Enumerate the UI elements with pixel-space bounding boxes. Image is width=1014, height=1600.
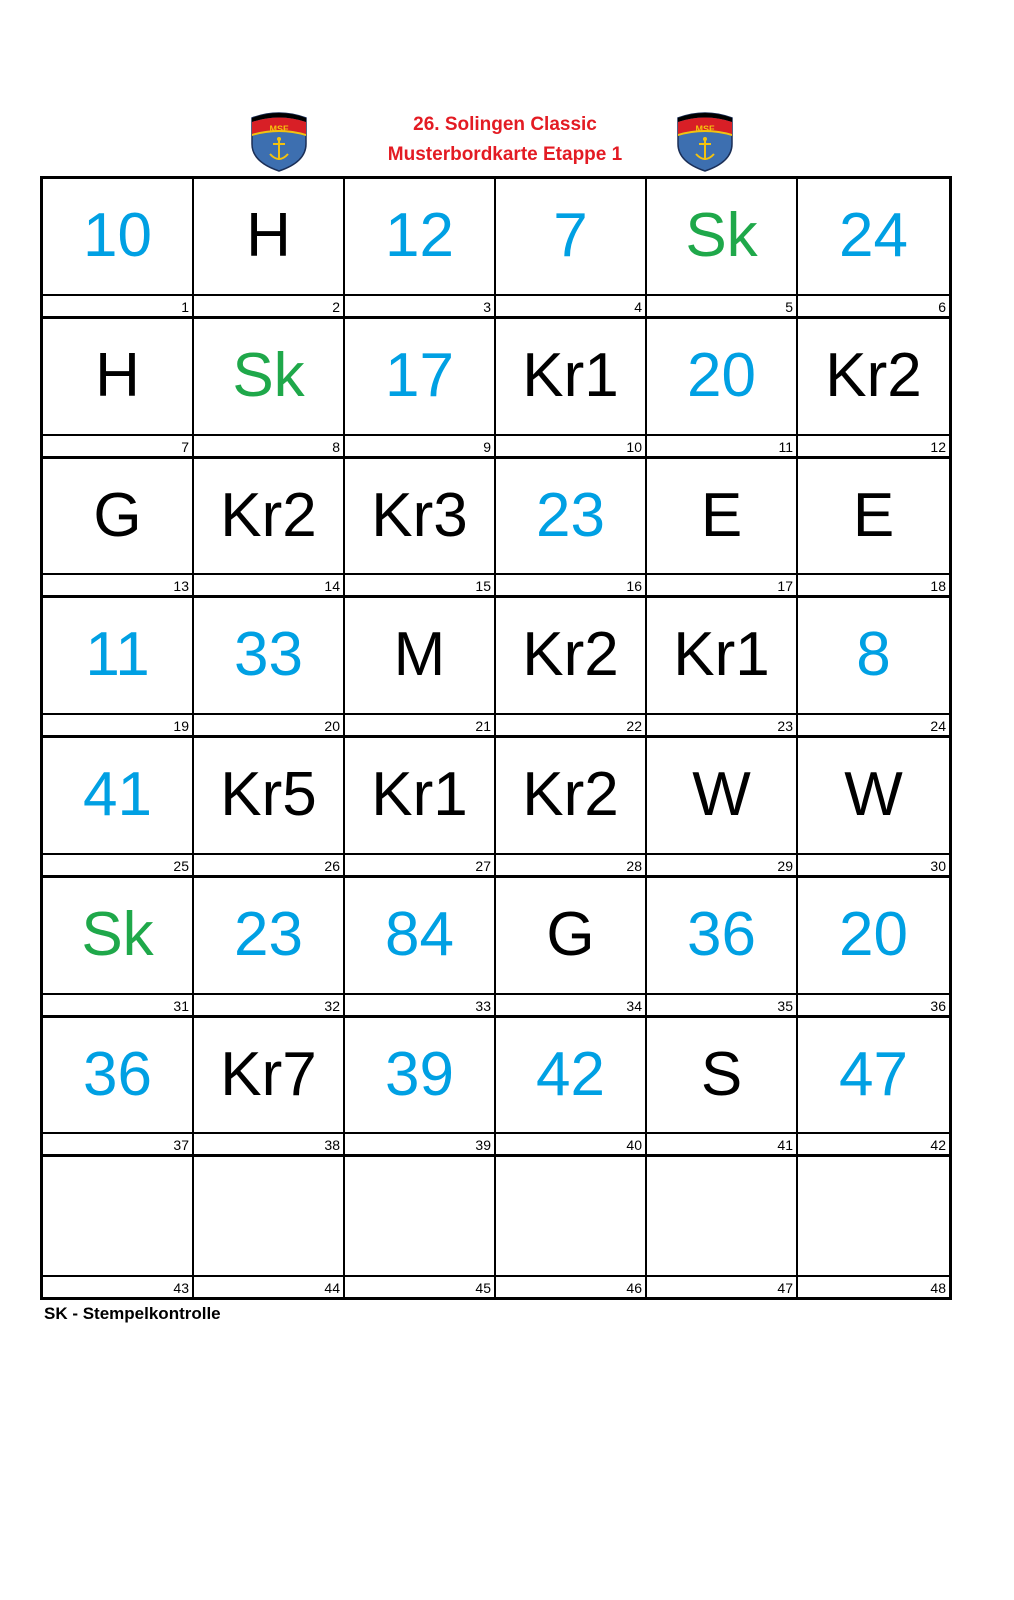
cell-number-strip bbox=[194, 993, 343, 1015]
cell-number: 32 bbox=[324, 997, 340, 1014]
grid-cell bbox=[43, 598, 194, 738]
cell-number-strip bbox=[798, 993, 949, 1015]
cell-number-strip bbox=[345, 713, 494, 735]
cell-value: Kr5 bbox=[220, 760, 317, 829]
grid-cell bbox=[43, 1018, 194, 1158]
cell-number: 4 bbox=[634, 298, 642, 315]
cell-value: 11 bbox=[85, 620, 150, 690]
cell-number: 9 bbox=[483, 438, 491, 455]
cell-number: 7 bbox=[181, 438, 189, 455]
cell-value: 42 bbox=[536, 1039, 605, 1109]
cell-value: M bbox=[393, 620, 446, 690]
cell-number: 8 bbox=[332, 438, 340, 455]
grid-cell bbox=[798, 878, 949, 1018]
grid-cell bbox=[496, 598, 647, 738]
cell-number-strip bbox=[647, 993, 796, 1015]
cell-value: Sk bbox=[685, 201, 758, 270]
cell-value: Kr2 bbox=[220, 480, 317, 550]
cell-number-strip bbox=[194, 1275, 343, 1297]
cell-value: G bbox=[93, 480, 142, 550]
cell-number: 28 bbox=[626, 857, 642, 874]
cell-number-strip bbox=[496, 993, 645, 1015]
cell-number-strip bbox=[194, 573, 343, 595]
cell-value: E bbox=[852, 480, 895, 550]
cell-number: 43 bbox=[173, 1280, 189, 1296]
cell-value: S bbox=[700, 1039, 743, 1109]
cell-number: 12 bbox=[930, 438, 946, 455]
cell-number: 2 bbox=[332, 298, 340, 315]
cell-number: 3 bbox=[483, 298, 491, 315]
cell-value: Kr3 bbox=[371, 480, 468, 550]
cell-value: 8 bbox=[856, 620, 891, 690]
cell-value: 17 bbox=[385, 340, 454, 410]
cell-number: 37 bbox=[173, 1137, 189, 1154]
cell-number: 11 bbox=[778, 438, 793, 455]
grid-cell bbox=[345, 1157, 496, 1297]
cell-number-strip bbox=[798, 294, 949, 316]
cell-value: 7 bbox=[553, 201, 588, 270]
cell-value bbox=[798, 1157, 949, 1271]
cell-number-strip bbox=[647, 434, 796, 456]
cell-value: 24 bbox=[839, 201, 908, 270]
cell-number-strip bbox=[43, 434, 192, 456]
cell-value bbox=[43, 1157, 192, 1271]
cell-number-strip bbox=[798, 434, 949, 456]
cell-number: 22 bbox=[626, 718, 642, 734]
grid-cell bbox=[194, 598, 345, 738]
grid-cell bbox=[194, 738, 345, 878]
cell-number-strip bbox=[43, 1275, 192, 1297]
grid-cell bbox=[647, 1018, 798, 1158]
grid-cell bbox=[647, 459, 798, 599]
grid-cell bbox=[647, 598, 798, 738]
grid-cell bbox=[345, 179, 496, 319]
cell-value: Kr2 bbox=[825, 340, 922, 410]
grid-cell bbox=[496, 459, 647, 599]
grid-cell bbox=[345, 598, 496, 738]
grid-cell bbox=[43, 459, 194, 599]
cell-number: 14 bbox=[324, 578, 340, 595]
cell-number-strip bbox=[496, 853, 645, 875]
cell-value: Kr2 bbox=[522, 620, 619, 690]
cell-number-strip bbox=[43, 294, 192, 316]
grid-cell bbox=[194, 319, 345, 459]
cell-number-strip bbox=[647, 1132, 796, 1154]
grid-cell bbox=[798, 598, 949, 738]
cell-number: 6 bbox=[938, 298, 946, 315]
cell-number: 47 bbox=[777, 1280, 793, 1296]
grid-cell bbox=[43, 179, 194, 319]
cell-value: 23 bbox=[234, 899, 303, 969]
grid-cell bbox=[345, 319, 496, 459]
cell-number-strip bbox=[194, 434, 343, 456]
cell-number-strip bbox=[496, 713, 645, 735]
cell-value: Sk bbox=[232, 340, 305, 410]
cell-value bbox=[647, 1157, 796, 1271]
msf-logo-left bbox=[248, 108, 310, 172]
cell-value: Kr1 bbox=[371, 760, 468, 829]
cell-number-strip bbox=[496, 1275, 645, 1297]
cell-number-strip bbox=[496, 573, 645, 595]
grid-cell bbox=[647, 1157, 798, 1297]
grid-cell bbox=[647, 179, 798, 319]
cell-number: 23 bbox=[777, 718, 793, 734]
cell-number: 35 bbox=[777, 997, 793, 1014]
cell-value: E bbox=[700, 480, 743, 550]
cell-number-strip bbox=[345, 853, 494, 875]
grid-cell bbox=[647, 878, 798, 1018]
cell-number: 24 bbox=[930, 718, 946, 734]
cell-number-strip bbox=[43, 713, 192, 735]
cell-number: 38 bbox=[324, 1137, 340, 1154]
grid-cell bbox=[345, 878, 496, 1018]
header bbox=[0, 100, 1014, 172]
logo-text: MSF bbox=[269, 124, 289, 134]
cell-value: 47 bbox=[839, 1039, 908, 1109]
grid-cell bbox=[798, 1157, 949, 1297]
cell-number: 26 bbox=[324, 857, 340, 874]
cell-number-strip bbox=[647, 853, 796, 875]
cell-number-strip bbox=[798, 573, 949, 595]
cell-number: 39 bbox=[475, 1137, 491, 1154]
cell-number: 18 bbox=[930, 578, 946, 595]
cell-number: 21 bbox=[475, 718, 491, 734]
cell-number: 13 bbox=[173, 578, 189, 595]
cell-number-strip bbox=[798, 853, 949, 875]
cell-value: H bbox=[246, 201, 291, 270]
cell-value: 12 bbox=[385, 201, 454, 270]
cell-number: 48 bbox=[930, 1280, 946, 1296]
cell-number-strip bbox=[43, 853, 192, 875]
cell-value: Kr7 bbox=[220, 1039, 317, 1109]
legend-note: SK - Stempelkontrolle bbox=[44, 1304, 221, 1323]
grid-cell bbox=[43, 738, 194, 878]
cell-number: 30 bbox=[930, 857, 946, 874]
grid-cell bbox=[647, 738, 798, 878]
cell-number: 5 bbox=[785, 298, 793, 315]
cell-number-strip bbox=[194, 1132, 343, 1154]
cell-number: 17 bbox=[777, 578, 793, 595]
cell-number-strip bbox=[496, 294, 645, 316]
cell-number: 46 bbox=[626, 1280, 642, 1296]
cell-number: 1 bbox=[181, 298, 189, 315]
title-line-2: Musterbordkarte Etappe 1 bbox=[387, 144, 623, 165]
grid-cell bbox=[194, 179, 345, 319]
cell-number-strip bbox=[194, 294, 343, 316]
cell-number-strip bbox=[647, 294, 796, 316]
cell-number: 45 bbox=[475, 1280, 491, 1296]
cell-value: W bbox=[692, 760, 751, 829]
cell-value: 39 bbox=[385, 1039, 454, 1109]
cell-number-strip bbox=[43, 1132, 192, 1154]
grid-cell bbox=[496, 878, 647, 1018]
cell-number-strip bbox=[798, 713, 949, 735]
grid-cell bbox=[43, 319, 194, 459]
cell-number-strip bbox=[345, 573, 494, 595]
cell-value bbox=[194, 1157, 343, 1271]
cell-number: 20 bbox=[324, 718, 340, 734]
cell-number: 31 bbox=[173, 997, 189, 1014]
grid-cell bbox=[798, 738, 949, 878]
cell-value bbox=[345, 1157, 494, 1271]
cell-value: 36 bbox=[687, 899, 756, 969]
cell-value: 20 bbox=[839, 899, 908, 969]
cell-value: Sk bbox=[81, 899, 154, 969]
cell-number-strip bbox=[345, 434, 494, 456]
grid-cell bbox=[345, 1018, 496, 1158]
msf-logo-right bbox=[674, 108, 736, 172]
cell-number: 41 bbox=[777, 1137, 793, 1154]
cell-number: 19 bbox=[173, 718, 189, 734]
grid-cell bbox=[496, 1157, 647, 1297]
cell-number-strip bbox=[496, 1132, 645, 1154]
grid-cell bbox=[194, 878, 345, 1018]
cell-number-strip bbox=[798, 1275, 949, 1297]
cell-number: 16 bbox=[626, 578, 642, 595]
grid-cell bbox=[496, 319, 647, 459]
cell-value: Kr2 bbox=[522, 760, 619, 829]
cell-value: Kr1 bbox=[522, 340, 619, 410]
cell-value: H bbox=[95, 340, 140, 410]
grid-cell bbox=[798, 319, 949, 459]
grid-cell bbox=[194, 1018, 345, 1158]
bordkarte-grid bbox=[40, 176, 952, 1300]
cell-value: 10 bbox=[83, 201, 152, 270]
title-line-1: 26. Solingen Classic bbox=[413, 114, 597, 135]
cell-value: 33 bbox=[234, 620, 303, 690]
cell-number: 29 bbox=[777, 857, 793, 874]
grid-cell bbox=[798, 459, 949, 599]
cell-number-strip bbox=[43, 993, 192, 1015]
cell-number: 36 bbox=[930, 997, 946, 1014]
cell-number: 10 bbox=[626, 438, 642, 455]
cell-number-strip bbox=[798, 1132, 949, 1154]
cell-number: 44 bbox=[324, 1280, 340, 1296]
logo-text: MSF bbox=[695, 124, 715, 134]
cell-number-strip bbox=[647, 573, 796, 595]
cell-number: 27 bbox=[475, 857, 491, 874]
cell-value: 36 bbox=[83, 1039, 152, 1109]
grid-cell bbox=[194, 1157, 345, 1297]
cell-number-strip bbox=[194, 853, 343, 875]
grid-cell bbox=[798, 1018, 949, 1158]
cell-number-strip bbox=[647, 1275, 796, 1297]
cell-number-strip bbox=[194, 713, 343, 735]
cell-value bbox=[496, 1157, 645, 1271]
cell-number-strip bbox=[647, 713, 796, 735]
cell-number-strip bbox=[345, 1275, 494, 1297]
cell-number: 40 bbox=[626, 1137, 642, 1154]
cell-value: G bbox=[546, 899, 595, 969]
cell-number: 33 bbox=[475, 997, 491, 1014]
grid-cell bbox=[496, 738, 647, 878]
grid-cell bbox=[798, 179, 949, 319]
cell-number-strip bbox=[43, 573, 192, 595]
cell-value: Kr1 bbox=[673, 620, 770, 690]
cell-number: 42 bbox=[930, 1137, 946, 1154]
cell-number-strip bbox=[345, 993, 494, 1015]
grid-cell bbox=[345, 738, 496, 878]
cell-value: W bbox=[844, 760, 903, 829]
grid-cell bbox=[647, 319, 798, 459]
cell-number-strip bbox=[345, 1132, 494, 1154]
cell-number: 34 bbox=[626, 997, 642, 1014]
cell-number-strip bbox=[496, 434, 645, 456]
cell-value: 23 bbox=[536, 480, 605, 550]
grid-cell bbox=[496, 1018, 647, 1158]
grid-cell bbox=[43, 1157, 194, 1297]
grid-cell bbox=[194, 459, 345, 599]
cell-number-strip bbox=[345, 294, 494, 316]
grid-cell bbox=[345, 459, 496, 599]
grid-cell bbox=[43, 878, 194, 1018]
cell-value: 41 bbox=[83, 760, 152, 829]
cell-number: 25 bbox=[173, 857, 189, 874]
grid-cell bbox=[496, 179, 647, 319]
cell-number: 15 bbox=[475, 578, 491, 595]
cell-value: 84 bbox=[385, 899, 454, 969]
cell-value: 20 bbox=[687, 340, 756, 410]
